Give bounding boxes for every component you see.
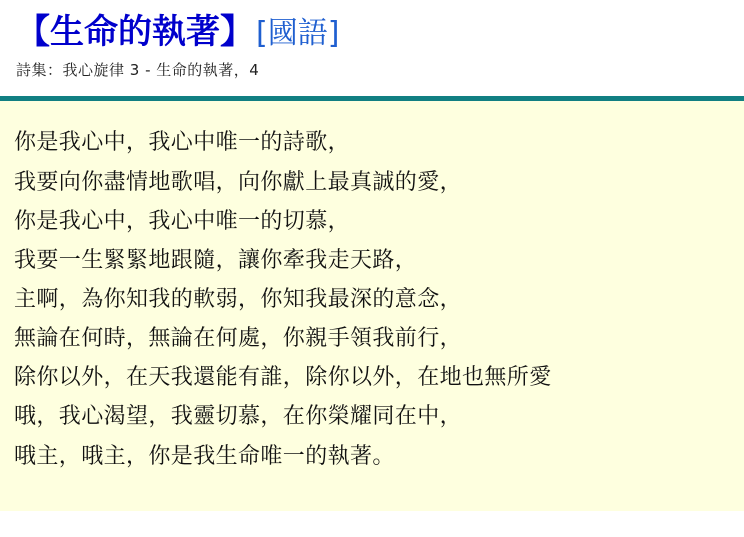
lyrics-body <box>0 101 744 511</box>
lyric-line: 你是我心中，我心中唯一的切慕， <box>14 208 351 234</box>
lyric-line: 哦主，哦主，你是我生命唯一的執著。 <box>14 443 395 469</box>
song-language-tag: [國語] <box>256 16 340 51</box>
song-title: 【生命的執著】 <box>16 12 254 52</box>
lyric-line: 哦，我心渴望，我靈切慕，在你榮耀同在中， <box>14 404 463 430</box>
lyric-line: 除你以外，在天我還能有誰，除你以外，在地也無所愛 <box>14 365 552 391</box>
lyric-line: 我要向你盡情地歌唱，向你獻上最真誠的愛， <box>14 169 463 195</box>
document-header <box>0 0 744 86</box>
lyric-line: 無論在何時，無論在何處，你親手領我前行， <box>14 326 463 352</box>
collection-subtitle: 詩集：我心旋律 3 - 生命的執著，4 <box>16 61 260 80</box>
lyric-line: 主啊，為你知我的軟弱，你知我最深的意念， <box>14 287 463 313</box>
page-title <box>16 14 744 51</box>
lyric-line: 你是我心中，我心中唯一的詩歌， <box>14 130 351 156</box>
lyric-line: 我要一生緊緊地跟隨，讓你牽我走天路， <box>14 247 418 273</box>
